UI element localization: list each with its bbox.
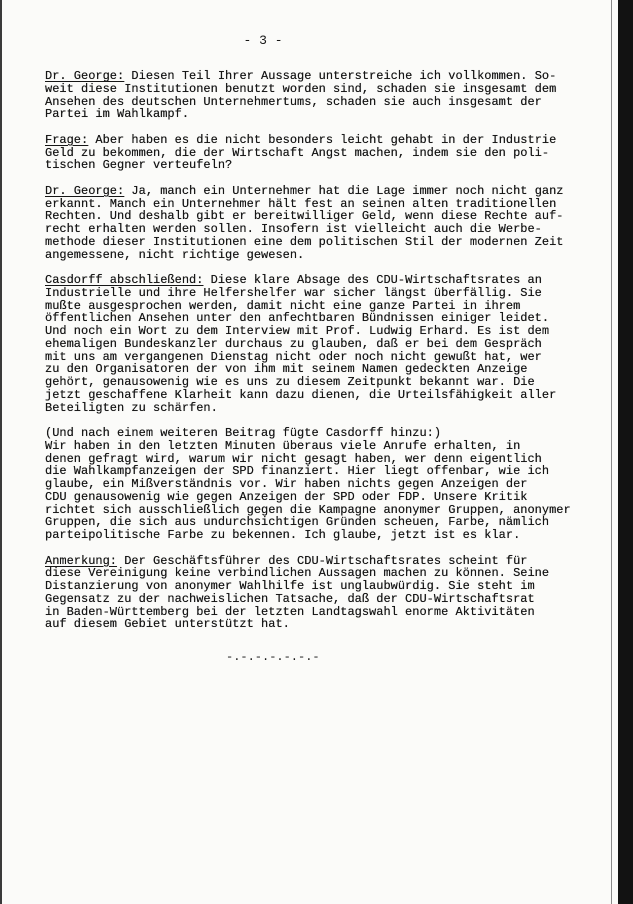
- paragraph-george-2: [45, 185, 605, 262]
- text-line: Beteiligten zu schärfen.: [45, 400, 218, 415]
- text-line: öffentlichen Ansehen unter den anfechtbaren Bündnissen einiger leidet.: [45, 311, 550, 326]
- speaker-label: Dr. George:: [45, 69, 125, 83]
- text-line: die Wahlkampfanzeigen der SPD finanziert. Hier liegt offenbar, wie ich: [45, 464, 550, 479]
- line-text: Aber haben es die nicht besonders leicht gehabt in der Industrie: [95, 132, 557, 147]
- text-line: [45, 134, 605, 147]
- text-line: mit uns am vergangenen Dienstag nicht oder noch nicht gewußt hat, wer: [45, 349, 542, 364]
- speaker-label: Anmerkung:: [45, 553, 118, 568]
- speaker-label: Casdorff abschließend:: [45, 273, 204, 287]
- text-line: Industrielle und ihre Helfershelfer war sicher längst überfällig. Sie: [45, 285, 542, 300]
- scan-edge-right: [618, 0, 633, 904]
- text-line: parteipolitische Farbe zu bekennen. Ich glaube, jetzt ist es klar.: [45, 528, 521, 542]
- text-line: zu den Organisatoren der von ihm mit seinem Namen gedeckten Anzeige: [45, 362, 528, 377]
- page-number: - 3 -: [243, 33, 283, 48]
- text-line: Gruppen, die sich aus undurchsichtigen Gründen scheuen, Farbe, nämlich: [45, 515, 550, 530]
- paragraph-casdorff-addendum: [45, 427, 605, 542]
- text-line: ehemaligen Bundeskanzler durchaus zu glauben, daß er bei dem Gespräch: [45, 336, 542, 351]
- text-line: methode dieser Institutionen eine dem politischen Stil der modernen Zeit: [45, 234, 564, 249]
- text-line: Wir haben in den letzten Minuten überaus viele Anrufe erhalten, in: [45, 438, 521, 453]
- text-line: richtet sich ausschließlich gegen die Kampagne anonymer Gruppen, anonymer: [45, 502, 571, 517]
- text-line: Ansehen des deutschen Unternehmertums, schaden sie auch insgesamt der: [45, 94, 542, 109]
- paragraph-casdorff: [45, 274, 605, 414]
- line-text: Ja, manch ein Unternehmer hat die Lage immer noch nicht ganz: [131, 183, 564, 198]
- text-line: CDU genausowenig wie gegen Anzeigen der SPD oder FDP. Unsere Kritik: [45, 489, 528, 504]
- text-line: Partei im Wahlkampf.: [45, 107, 190, 122]
- text-line: diese Vereinigung keine verbindlichen Aussagen machen zu können. Seine: [45, 566, 550, 581]
- text-line: in Baden-Württemberg bei der letzten Landtagswahl enorme Aktivitäten: [45, 604, 535, 619]
- paragraph-anmerkung: [45, 555, 605, 632]
- text-line: [45, 274, 605, 287]
- text-line: erkannt. Manch ein Unternehmer hält fest an seinen alten traditionellen: [45, 196, 557, 211]
- line-text: Diese klare Absage des CDU-Wirtschaftsrates an: [210, 273, 542, 287]
- text-line: glaube, ein Mißverständnis vor. Wir haben nichts gegen Anzeigen der: [45, 477, 528, 491]
- end-mark: -.-.-.-.-.-.-: [226, 650, 320, 664]
- text-line: Distanzierung von anonymer Wahlhilfe ist unglaubwürdig. Sie steht im: [45, 579, 535, 593]
- text-line: Geld zu bekommen, die der Wirtschaft Angst machen, indem sie den poli-: [45, 145, 550, 160]
- text-line: tischen Gegner verteufeln?: [45, 158, 233, 173]
- text-line: recht erhalten werden sollen. Insofern ist vielleicht auch die Werbe-: [45, 222, 542, 236]
- document-body: [45, 70, 605, 644]
- text-line: gehört, genausowenig wie es uns zu diesem Zeitpunkt bekannt war. Die: [45, 375, 535, 389]
- scan-page-edge-line: [611, 0, 612, 904]
- text-line: Rechten. Und deshalb gibt er bereitwilliger Geld, wenn diese Rechte auf-: [45, 209, 564, 224]
- text-line: [45, 185, 605, 198]
- text-line: denen gefragt wird, warum wir nicht gesagt haben, wer denn eigentlich: [45, 451, 542, 466]
- text-line: auf diesem Gebiet unterstützt hat.: [45, 617, 290, 632]
- speaker-label: Dr. George:: [45, 183, 125, 198]
- text-line: Gegensatz zu der nachweislichen Tatsache, daß der CDU-Wirtschaftsrat: [45, 591, 535, 606]
- line-text: Der Geschäftsführer des CDU-Wirtschaftsrates scheint für: [124, 553, 528, 568]
- scan-edge-left: [0, 0, 2, 904]
- text-line: jetzt geschaffene Klarheit kann dazu dienen, die Urteilsfähigkeit aller: [45, 387, 557, 402]
- text-line: Und noch ein Wort zu dem Interview mit Prof. Ludwig Erhard. Es ist dem: [45, 324, 550, 338]
- speaker-label: Frage:: [45, 132, 89, 147]
- paragraph-george-1: [45, 70, 605, 121]
- text-line: weit diese Institutionen benutzt worden sind, schaden sie insgesamt dem: [45, 81, 557, 96]
- text-line: [45, 70, 605, 83]
- line-text: Diesen Teil Ihrer Aussage unterstreiche ich vollkommen. So-: [131, 69, 557, 83]
- text-line: mußte ausgesprochen werden, damit nicht eine ganze Partei in ihrem: [45, 298, 521, 313]
- paragraph-frage: [45, 134, 605, 172]
- text-line: angemessene, nicht richtige gewesen.: [45, 247, 305, 262]
- text-line: (Und nach einem weiteren Beitrag fügte Casdorff hinzu:): [45, 426, 442, 440]
